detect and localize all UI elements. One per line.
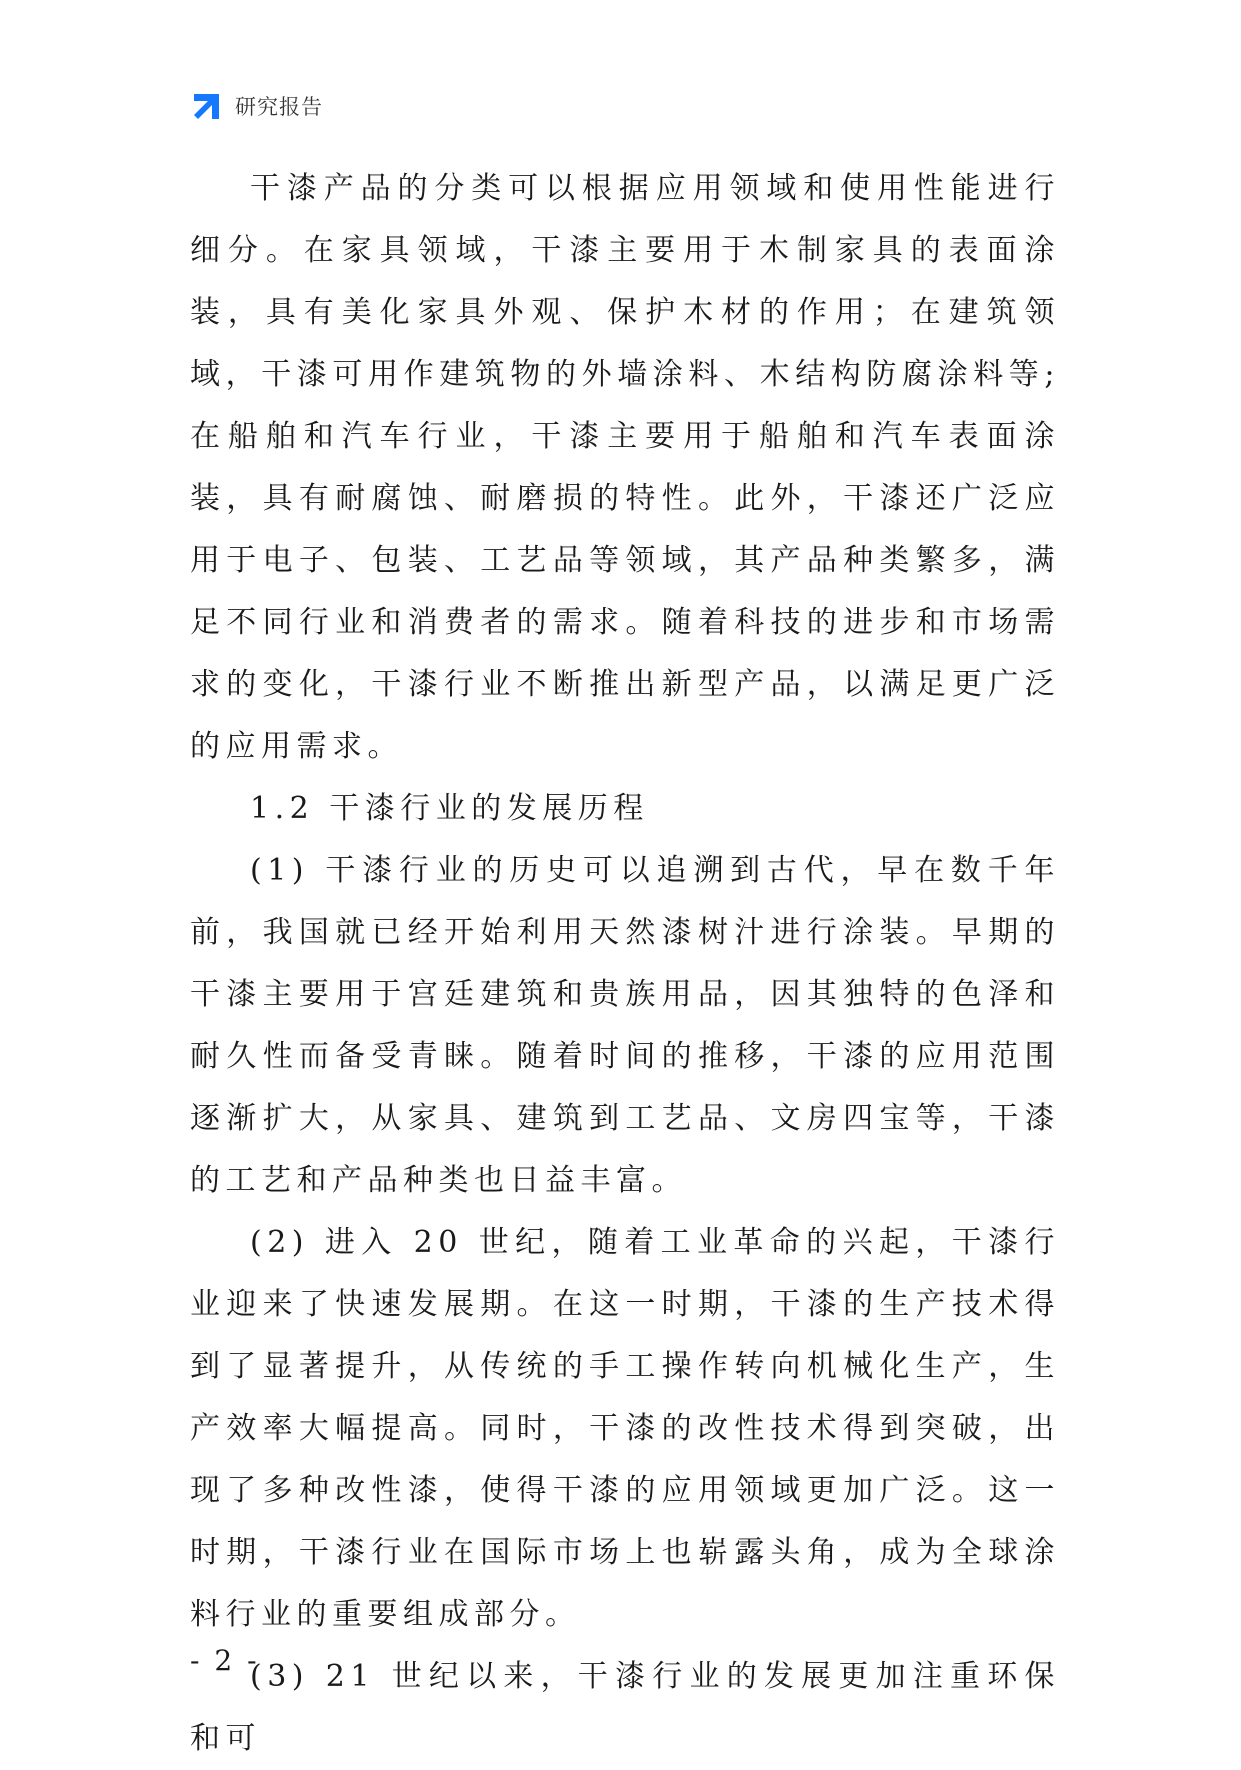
page-number: - 2 - bbox=[190, 1644, 260, 1677]
paragraph-history-2: (2) 进入 20 世纪，随着工业革命的兴起，干漆行业迎来了快速发展期。在这一时期，干漆的生产技术得到了显著提升，从传统的手工操作转向机械化生产，生产效率大幅提高。同时，干漆的改性技术得到突破，出现了多种改性漆，使得干漆的应用领域更加广泛。这一时期，干漆行业在国际市场上也崭露头角，成为全球涂料行业的重要组成部分。 bbox=[190, 1225, 1060, 1632]
paragraph-history-1: (1) 干漆行业的历史可以追溯到古代，早在数千年前，我国就已经开始利用天然漆树汁进行涂装。早期的干漆主要用于宫廷建筑和贵族用品，因其独特的色泽和耐久性而备受青睐。随着时间的推移，干漆的应用范围逐渐扩大，从家具、建筑到工艺品、文房四宝等，干漆的工艺和产品种类也日益丰富。 bbox=[190, 853, 1060, 1198]
paragraph-product-classification: 干漆产品的分类可以根据应用领域和使用性能进行细分。在家具领域，干漆主要用于木制家具的表面涂装，具有美化家具外观、保护木材的作用；在建筑领域，干漆可用作建筑物的外墙涂料、木结构防腐涂料等;在船舶和汽车行业，干漆主要用于船舶和汽车表面涂装，具有耐腐蚀、耐磨损的特性。此外，干漆还广泛应用于电子、包装、工艺品等领域，其产品种类繁多，满足不同行业和消费者的需求。随着科技的进步和市场需求的变化，干漆行业不断推出新型产品，以满足更广泛的应用需求。 bbox=[190, 171, 1060, 764]
report-label: 研究报告 bbox=[235, 95, 323, 119]
arrow-up-right-icon bbox=[190, 90, 223, 123]
document-body bbox=[190, 158, 1060, 1770]
paragraph-history-3: (3) 21 世纪以来，干漆行业的发展更加注重环保和可 bbox=[190, 1659, 1060, 1756]
page-header bbox=[190, 88, 323, 124]
section-heading: 1.2 干漆行业的发展历程 bbox=[250, 791, 649, 826]
